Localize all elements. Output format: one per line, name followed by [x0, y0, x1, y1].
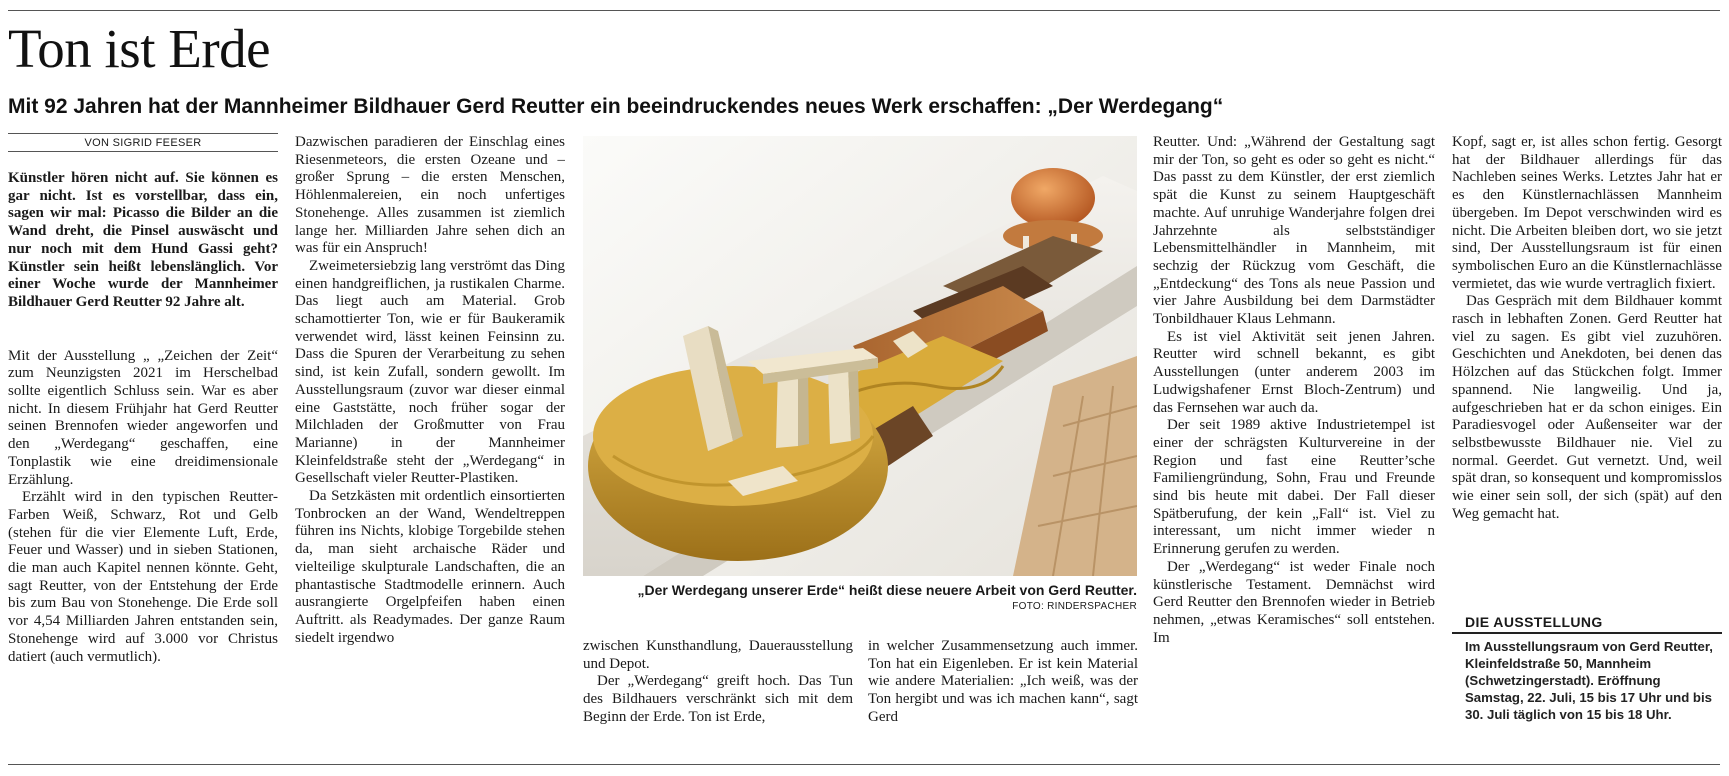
bottom-rule — [8, 764, 1720, 765]
info-box-title: DIE AUSSTELLUNG — [1465, 614, 1603, 630]
body-paragraph: Erzählt wird in den typischen Reutter-Farben Weiß, Schwarz, Rot und Gelb (stehen für die vier Elemente Luft, Erde, Feuer und Wasser) und in sieben Stationen, die man auch Kapitel nennen könnte. Geht, sagt Reutter, von der Entstehung der Erde bis zum Bau von Stonehenge. Die Erde soll vor 4,54 Milliarden Jahren entstanden sein, Stonehenge wird auf 3.000 vor Christus datiert (auch vermutlich). — [8, 489, 278, 665]
headline: Ton ist Erde — [8, 18, 271, 79]
column-4 — [868, 638, 1138, 762]
sculpture-photo — [583, 136, 1137, 576]
body-paragraph: in welcher Zusammensetzung auch immer. Ton hat ein Eigenleben. Er ist kein Material wie andere Materialien: „Ich weiß, was der Ton hergibt und was ich machen kann“, sagt Gerd — [868, 638, 1138, 725]
column-6 — [1452, 134, 1722, 610]
info-box-body: Im Ausstellungsraum von Gerd Reutter, Kleinfeldstraße 50, Mannheim (Schwetzingerstadt). Eröffnung Samstag, 22. Juli, 15 bis 17 Uhr und bis 30. Juli täglich von 15 bis 18 Uhr. — [1465, 639, 1713, 722]
body-paragraph: Reutter. Und: „Während der Gestaltung sagt mir der Ton, so geht es oder so geht es nicht.“ Das passt zu dem Künstler, der erst ziemlich spät die Kunst zu seinem Hauptgeschäft machte. Auf unruhige Wanderjahre folgen drei Jahrzehnte als selbstständiger Lebensmittelhändler in Mannheim, mit sechzig der Rückzug vom Geschäft, die „Entdeckung“ des Tons als neue Passion und vier Jahre Ausbildung bei dem Darmstädter Tonbildhauer Klaus Lehmann. — [1153, 134, 1435, 328]
column-1 — [8, 170, 278, 758]
body-paragraph: Kopf, sagt er, ist alles schon fertig. Gesorgt hat der Bildhauer allerdings für das Nachleben seines Werks. Letztes Jahr hat er es den Künstlernachlässen Mannheim übergeben. Im Depot verschwinden wird es nicht. Die Arbeiten bleiben dort, wo sie jetzt sind, Der Ausstellungsraum ist für einen symbolischen Euro an die Künstlernachlässe vermietet, das wie wurde vertraglich fixiert. — [1452, 134, 1722, 292]
sculpture-illustration — [583, 136, 1137, 576]
body-paragraph: Es ist viel Aktivität seit jenen Jahren. Reutter wird schnell bekannt, es gibt Ausstellungen (unter anderem 2003 im Ludwigshafener Ernst Bloch-Zentrum) und das Fernsehen war auch da. — [1153, 328, 1435, 416]
top-rule — [8, 10, 1720, 11]
body-paragraph: Der seit 1989 aktive Industrietempel ist einer der schrägsten Kulturvereine in der Region und fast eine Reutter’sche Familiengründung, Sohn, Frau und Freunde sind bis heute mit dabei. Der Fall dieser Spätberufung, der kein „Fall“ ist. Viel zu interessant, um nicht immer wieder n Erinnerung gerufen zu werden. — [1153, 417, 1435, 558]
body-paragraph: Zweimetersiebzig lang verströmt das Ding einen handgreiflichen, ja rustikalen Charme. Das liegt auch am Material. Grob schamottierter Ton, wie er für Baukeramik verwendet wird, lässt keinen Feinsinn zu. Dass die Spuren der Verarbeitung zu sehen sind, ist kein Zufall, sondern gewollt. Im Ausstellungsraum (zuvor war dieser einmal eine Gaststätte, noch früher sogar der Milchladen der Großmutter von Frau Marianne) in der Mannheimer Kleinfeldstraße steht der „Werdegang“ in Gesellschaft vieler Reutter-Plastiken. — [295, 257, 565, 487]
lead-paragraph: Künstler hören nicht auf. Sie können es gar nicht. Ist es vorstellbar, dass ein, sagen wir mal: Picasso die Bilder an die Wand dreht, die Pinsel auswäscht und nur noch mit dem Hund Gassi geht? Künstler sein heißt lebenslänglich. Vor einer Woche wurde der Mannheimer Bildhauer Gerd Reutter 92 Jahre alt. — [8, 170, 278, 310]
column-3 — [583, 638, 853, 762]
body-paragraph: Mit der Ausstellung „ „Zeichen der Zeit“ zum Neunzigsten 2021 im Herschelbad sollte eigentlich Schluss sein. War es aber nicht. In diesem Frühjahr hat Gerd Reutter seinen Brennofen wieder angeworfen und den „Werdegang“ geschaffen, eine Tonplastik wie eine dreidimensionale Erzählung. — [8, 347, 278, 488]
photo-caption: „Der Werdegang unserer Erde“ heißt diese neuere Arbeit von Gerd Reutter. — [637, 582, 1137, 598]
body-paragraph: Dazwischen paradieren der Einschlag eines Riesenmeteors, die ersten Ozeane und – großer Sprung – die ersten Menschen, Höhlenmalereien, ein noch unfertiges Stonehenge. Alles zusammen ist ziemlich lange her. Milliarden Jahre sehen dich an was für ein Anspruch! — [295, 134, 565, 257]
byline-block — [8, 133, 278, 152]
body-paragraph: Der „Werdegang“ ist weder Finale noch künstlerische Testament. Demnächst wird Gerd Reutter den Brennofen wieder in Betrieb nehmen, „etwas Keramisches“ soll entstehen. Im — [1153, 558, 1435, 646]
column-5 — [1153, 134, 1435, 762]
body-paragraph: Da Setzkästen mit ordentlich einsortierten Tonbrocken an der Wand, Wendeltreppen führen ins Nichts, klobige Torgebilde stehen da, man sieht archaische Räder und vielteilige skulpturale Landschaften, die an phantastische Stadtmodelle erinnern. Auch ausrangierte Orgelpfeifen haben einen Auftritt. als Readymades. Der ganze Raum siedelt irgendwo — [295, 488, 565, 646]
photo-credit: FOTO: RINDERSPACHER — [1012, 601, 1137, 612]
body-paragraph: zwischen Kunsthandlung, Dauerausstellung und Depot. — [583, 638, 853, 672]
byline: VON SIGRID FEESER — [84, 137, 202, 149]
body-paragraph: Der „Werdegang“ greift hoch. Das Tun des Bildhauers verschränkt sich mit dem Beginn der Erde. Ton ist Erde, — [583, 673, 853, 725]
body-paragraph: Das Gespräch mit dem Bildhauer kommt rasch in lebhaften Zonen. Gerd Reutter hat viel zu sagen. Es gibt viel zuzuhören. Geschichten und Anekdoten, bei denen das Hölzchen auf das Stückchen folgt. Immer spannend. Nie langweilig. Und ja, aufgeschrieben hat er da schon einiges. Ein Paradiesvogel oder Außenseiter war der selbstbewusste Bildhauer nie. Viel zu normal. Geerdet. Gut vernetzt. Und, weil spät dran, so konsequent und kompromisslos wie einer sein soll, der sich (spät) auf den Weg gemacht hat. — [1452, 293, 1722, 522]
subheadline: Mit 92 Jahren hat der Mannheimer Bildhauer Gerd Reutter ein beeindruckendes neues Werk erschaffen: „Der Werdegang“ — [8, 95, 1224, 118]
exhibition-info-box — [1452, 614, 1722, 723]
column-2 — [295, 134, 565, 762]
